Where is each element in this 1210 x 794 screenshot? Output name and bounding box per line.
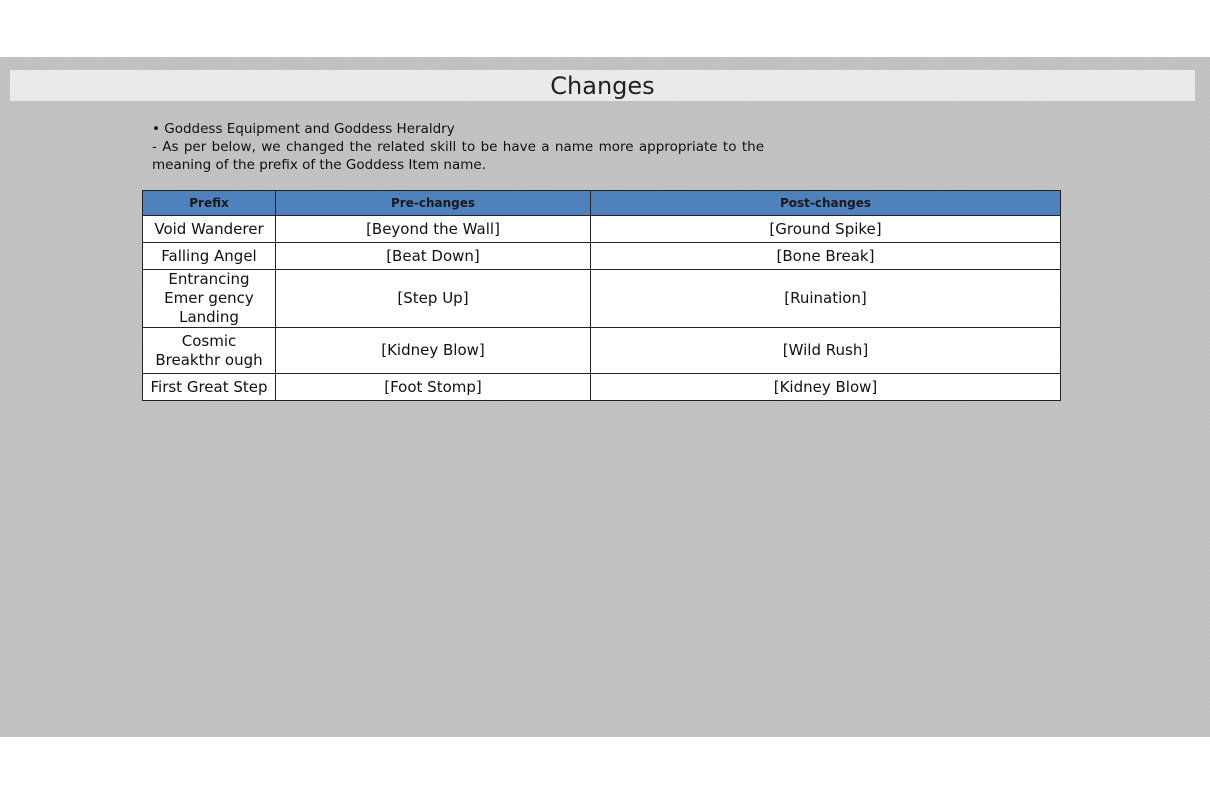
cell-prefix: Entrancing Emer gency Landing xyxy=(143,270,276,328)
table-row xyxy=(143,374,1061,401)
cell-prefix: Falling Angel xyxy=(143,243,276,270)
intro-bullet: • Goddess Equipment and Goddess Heraldry xyxy=(152,121,455,137)
cell-pre-changes: [Foot Stomp] xyxy=(276,374,591,401)
changes-table xyxy=(142,190,1061,401)
cell-prefix: Cosmic Breakthr ough xyxy=(143,328,276,374)
cell-prefix: First Great Step xyxy=(143,374,276,401)
table-row xyxy=(143,243,1061,270)
cell-post-changes: [Bone Break] xyxy=(591,243,1061,270)
cell-post-changes: [Ground Spike] xyxy=(591,216,1061,243)
title-bar xyxy=(10,70,1195,101)
page-title: Changes xyxy=(550,72,655,100)
cell-pre-changes: [Beat Down] xyxy=(276,243,591,270)
table-row xyxy=(143,270,1061,328)
table-header-row xyxy=(143,191,1061,216)
header-pre-changes: Pre-changes xyxy=(276,191,591,216)
table-row xyxy=(143,328,1061,374)
cell-post-changes: [Kidney Blow] xyxy=(591,374,1061,401)
cell-prefix: Void Wanderer xyxy=(143,216,276,243)
table-row xyxy=(143,216,1061,243)
cell-pre-changes: [Beyond the Wall] xyxy=(276,216,591,243)
cell-pre-changes: [Step Up] xyxy=(276,270,591,328)
header-post-changes: Post-changes xyxy=(591,191,1061,216)
intro-description: - As per below, we changed the related skill to be have a name more appropriate to the meaning of the prefix of the Goddess Item name. xyxy=(152,139,764,173)
cell-pre-changes: [Kidney Blow] xyxy=(276,328,591,374)
content-panel xyxy=(0,57,1210,737)
cell-post-changes: [Wild Rush] xyxy=(591,328,1061,374)
intro-text xyxy=(152,120,764,174)
cell-post-changes: [Ruination] xyxy=(591,270,1061,328)
header-prefix: Prefix xyxy=(143,191,276,216)
